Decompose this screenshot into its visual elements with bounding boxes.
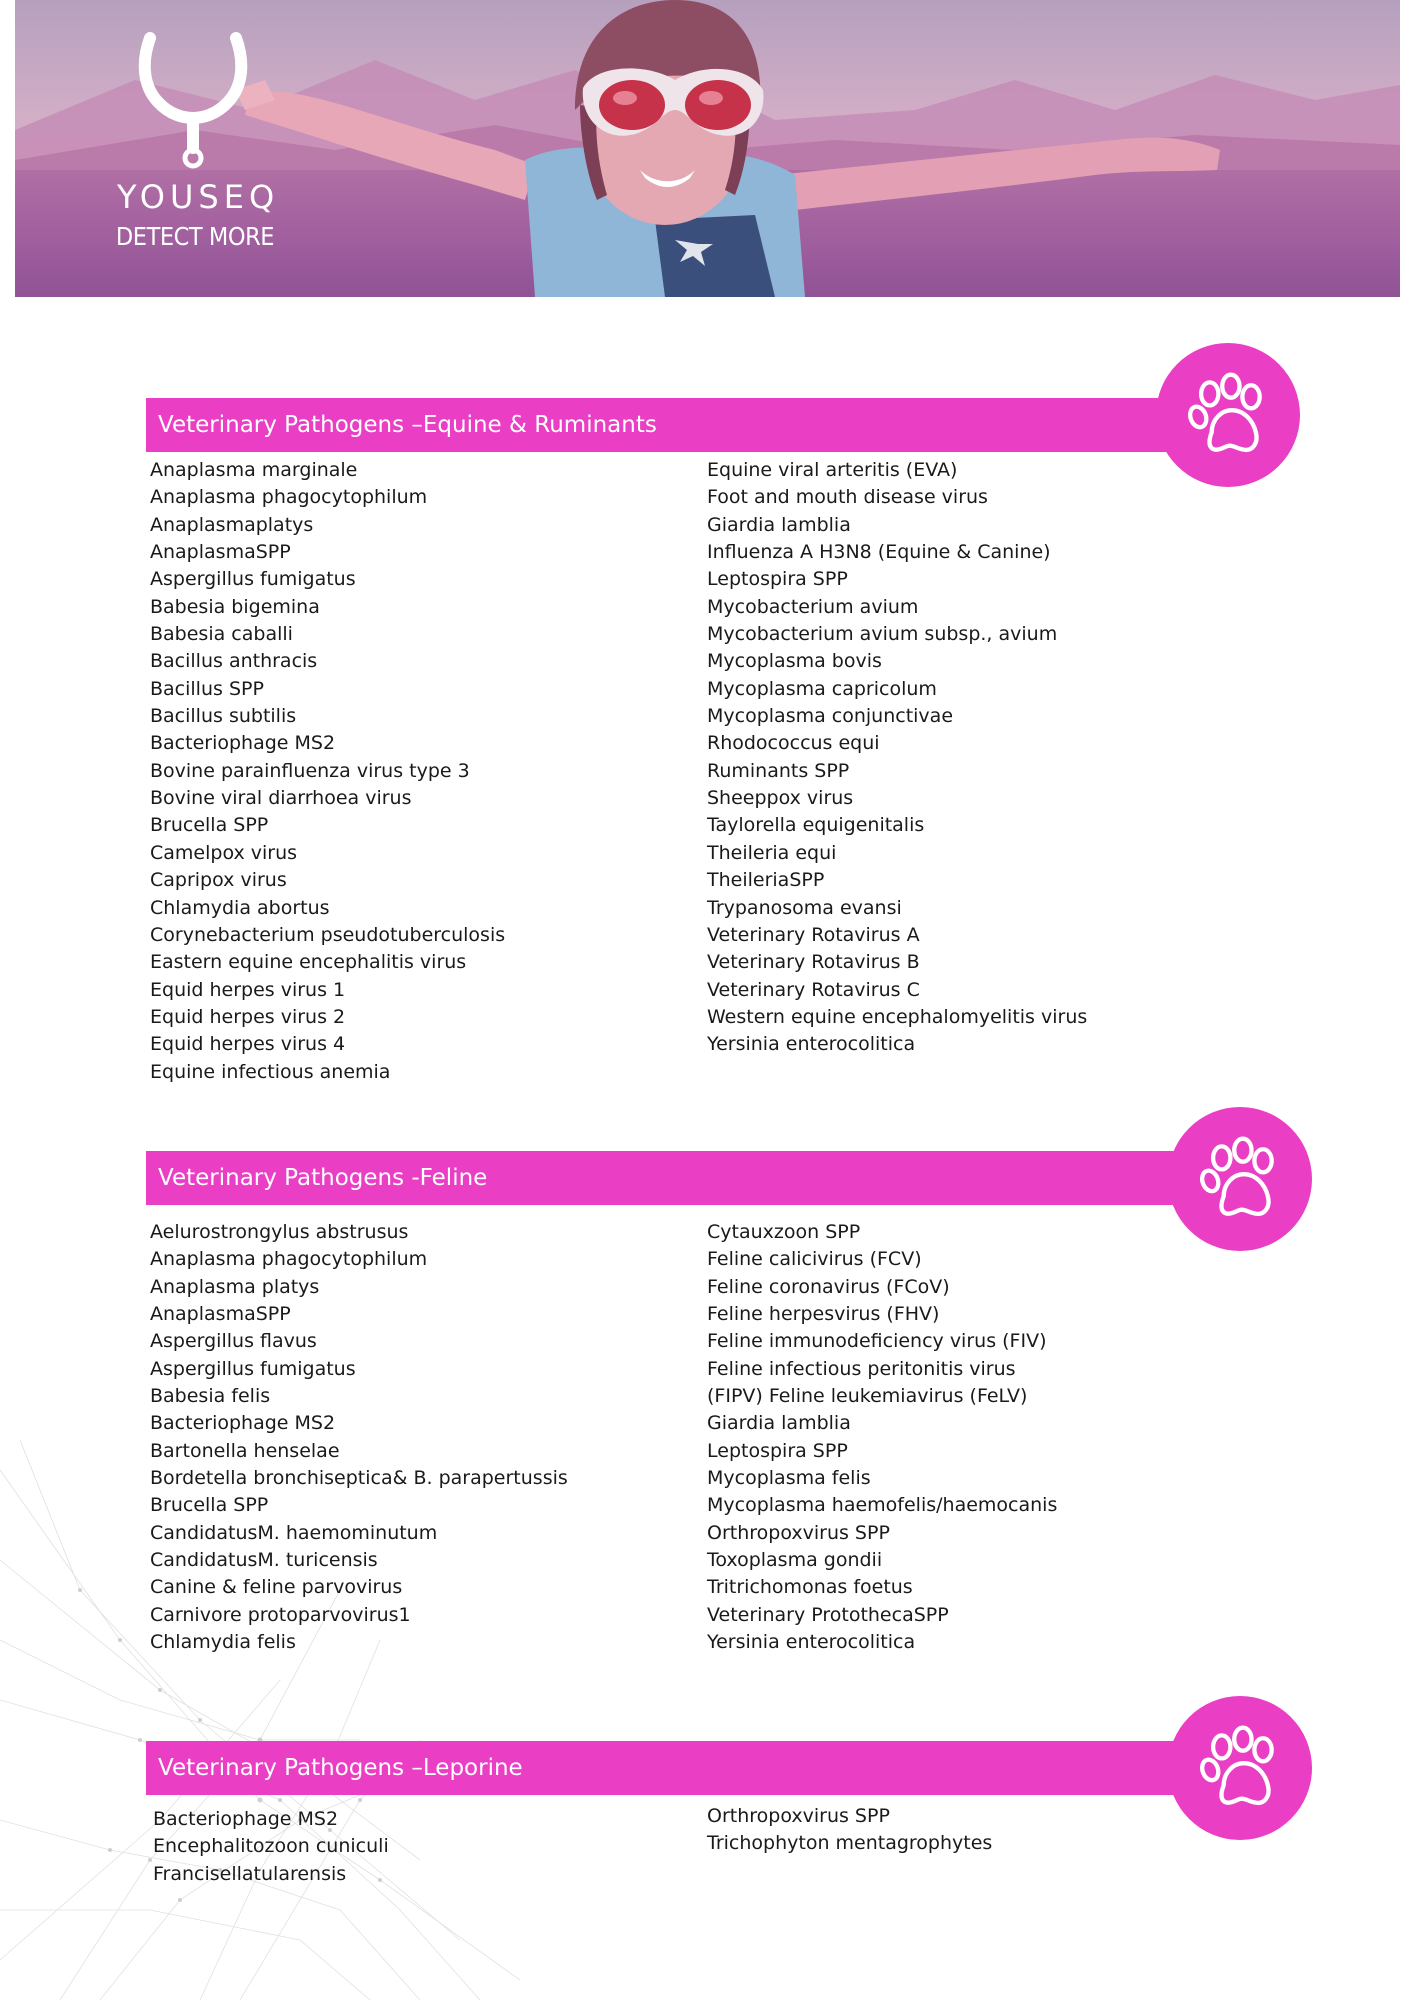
paw-icon-glyph [1192, 1131, 1288, 1227]
pathogen-item: Equine viral arteritis (EVA) [707, 459, 958, 481]
pathogen-item: Chlamydia abortus [150, 896, 330, 919]
pathogen-item: Anaplasma phagocytophilum [150, 486, 428, 509]
pathogen-item: Bacteriophage MS2 [153, 1808, 339, 1830]
pathogen-item: Foot and mouth disease virus [707, 486, 988, 509]
section-title: Veterinary Pathogens –Equine & Ruminants [146, 398, 1206, 452]
section-title: Veterinary Pathogens -Feline [146, 1151, 1226, 1205]
pathogen-item: Ruminants SPP [707, 759, 850, 782]
pathogen-item: Equine infectious anemia [150, 1060, 391, 1083]
pathogen-item: Mycobacterium avium [707, 595, 919, 618]
brand-name: YOUSEQ [117, 178, 280, 216]
pathogen-item: Mycoplasma felis [707, 1467, 871, 1490]
brand-logo [105, 30, 285, 260]
pathogen-item: Feline coronavirus (FCoV) [707, 1275, 950, 1298]
pathogen-list-left [150, 1219, 568, 1657]
pathogen-item: Rhodococcus equi [707, 732, 880, 755]
pathogen-item: Mycoplasma capricolum [707, 677, 937, 700]
paw-icon [1156, 343, 1300, 487]
pathogen-item: Feline calicivirus (FCV) [707, 1248, 922, 1271]
pathogen-item: Aspergillus flavus [150, 1330, 317, 1353]
pathogen-item: Eastern equine encephalitis virus [150, 951, 467, 974]
pathogen-item: Anaplasma phagocytophilum [150, 1248, 428, 1271]
paw-icon [1168, 1696, 1312, 1840]
pathogen-item: Cytauxzoon SPP [707, 1221, 861, 1243]
pathogen-item: Bovine parainfluenza virus type 3 [150, 759, 470, 782]
pathogen-item: Orthropoxvirus SPP [707, 1521, 890, 1544]
pathogen-item: Aspergillus fumigatus [150, 1357, 356, 1380]
pathogen-item: Giardia lamblia [707, 513, 851, 536]
pathogen-item: Mycoplasma conjunctivae [707, 705, 954, 728]
pathogen-item: Brucella SPP [150, 814, 269, 837]
hero-child-pilot-image [235, 0, 1385, 297]
section-equine-ruminants [146, 343, 1306, 1093]
pathogen-item: Bacillus SPP [150, 677, 264, 700]
pathogen-item: Equid herpes virus 4 [150, 1033, 346, 1056]
pathogen-item: Leptospira SPP [707, 568, 848, 591]
hero-banner [15, 0, 1400, 297]
pathogen-item: Aelurostrongylus abstrusus [150, 1221, 409, 1243]
paw-icon-glyph [1192, 1720, 1288, 1816]
section-feline [146, 1107, 1306, 1667]
section-title: Veterinary Pathogens –Leporine [146, 1741, 1226, 1795]
pathogen-item: Bacteriophage MS2 [150, 732, 336, 755]
pathogen-list-left [150, 457, 505, 1086]
pathogen-item: Bartonella henselae [150, 1439, 340, 1462]
pathogen-item: Toxoplasma gondii [707, 1549, 883, 1572]
pathogen-item: Encephalitozoon cuniculi [153, 1835, 389, 1858]
pathogen-item: Corynebacterium pseudotuberculosis [150, 923, 506, 946]
pathogen-item: Anaplasma platys [150, 1275, 320, 1298]
pathogen-item: Brucella SPP [150, 1494, 269, 1517]
pathogen-item: Carnivore protoparvovirus1 [150, 1603, 411, 1626]
section-leporine [146, 1696, 1306, 1896]
pathogen-item: AnaplasmaSPP [150, 1303, 291, 1326]
pathogen-item: Trichophyton mentagrophytes [707, 1832, 993, 1855]
pathogen-item: Anaplasmaplatys [150, 513, 314, 536]
pathogen-item: Mycoplasma haemofelis/haemocanis [707, 1494, 1058, 1517]
pathogen-item: Theileria equi [707, 841, 837, 864]
brand-tagline: DETECT MORE [115, 222, 275, 251]
pathogen-item: Bovine viral diarrhoea virus [150, 787, 412, 810]
pathogen-item: Francisellatularensis [153, 1862, 347, 1885]
pathogen-item: Tritrichomonas foetus [707, 1576, 913, 1599]
pathogen-list-right [707, 457, 1087, 1059]
pathogen-item: Bacteriophage MS2 [150, 1412, 336, 1435]
pathogen-item: Capripox virus [150, 869, 287, 892]
pathogen-item: Equid herpes virus 2 [150, 1005, 346, 1028]
pathogen-item: Trypanosoma evansi [707, 896, 902, 919]
pathogen-item: TheileriaSPP [707, 869, 825, 892]
pathogen-item: Bacillus anthracis [150, 650, 318, 673]
pathogen-item: Mycoplasma bovis [707, 650, 882, 673]
pathogen-item: CandidatusM. haemominutum [150, 1521, 438, 1544]
pathogen-item: Western equine encephalomyelitis virus [707, 1005, 1088, 1028]
pathogen-item: Aspergillus fumigatus [150, 568, 356, 591]
pathogen-item: Equid herpes virus 1 [150, 978, 346, 1001]
pathogen-item: Feline immunodeficiency virus (FIV) [707, 1330, 1047, 1353]
pathogen-item: Taylorella equigenitalis [707, 814, 925, 837]
pathogen-item: Veterinary ProtothecaSPP [707, 1603, 949, 1626]
pathogen-item: Mycobacterium avium subsp., avium [707, 623, 1058, 646]
youseq-logo-mark [138, 30, 248, 170]
pathogen-list-left [153, 1806, 389, 1888]
pathogen-item: Babesia felis [150, 1385, 271, 1408]
pathogen-item: (FIPV) Feline leukemiavirus (FeLV) [707, 1385, 1028, 1408]
pathogen-item: Chlamydia felis [150, 1631, 296, 1654]
pathogen-item: Babesia caballi [150, 623, 293, 646]
pathogen-list-right [707, 1219, 1057, 1657]
pathogen-item: Camelpox virus [150, 841, 298, 864]
pathogen-item: Veterinary Rotavirus A [707, 923, 920, 946]
pathogen-list-right [707, 1803, 992, 1858]
pathogen-item: Babesia bigemina [150, 595, 320, 618]
pathogen-item: Influenza A H3N8 (Equine & Canine) [707, 541, 1051, 564]
pathogen-item: Canine & feline parvovirus [150, 1576, 403, 1599]
pathogen-item: Yersinia enterocolitica [707, 1631, 916, 1654]
pathogen-item: Sheeppox virus [707, 787, 854, 810]
pathogen-item: Leptospira SPP [707, 1439, 848, 1462]
pathogen-item: AnaplasmaSPP [150, 541, 291, 564]
pathogen-item: Bordetella bronchiseptica& B. parapertussis [150, 1467, 568, 1490]
pathogen-item: Giardia lamblia [707, 1412, 851, 1435]
pathogen-item: Feline herpesvirus (FHV) [707, 1303, 940, 1326]
pathogen-item: Veterinary Rotavirus C [707, 978, 920, 1001]
pathogen-item: Veterinary Rotavirus B [707, 951, 920, 974]
pathogen-item: Bacillus subtilis [150, 705, 297, 728]
pathogen-item: Feline infectious peritonitis virus [707, 1357, 1016, 1380]
paw-icon [1168, 1107, 1312, 1251]
pathogen-item: CandidatusM. turicensis [150, 1549, 378, 1572]
pathogen-item: Orthropoxvirus SPP [707, 1805, 890, 1827]
pathogen-item: Yersinia enterocolitica [707, 1033, 916, 1056]
pathogen-item: Anaplasma marginale [150, 459, 358, 481]
paw-icon-glyph [1180, 367, 1276, 463]
